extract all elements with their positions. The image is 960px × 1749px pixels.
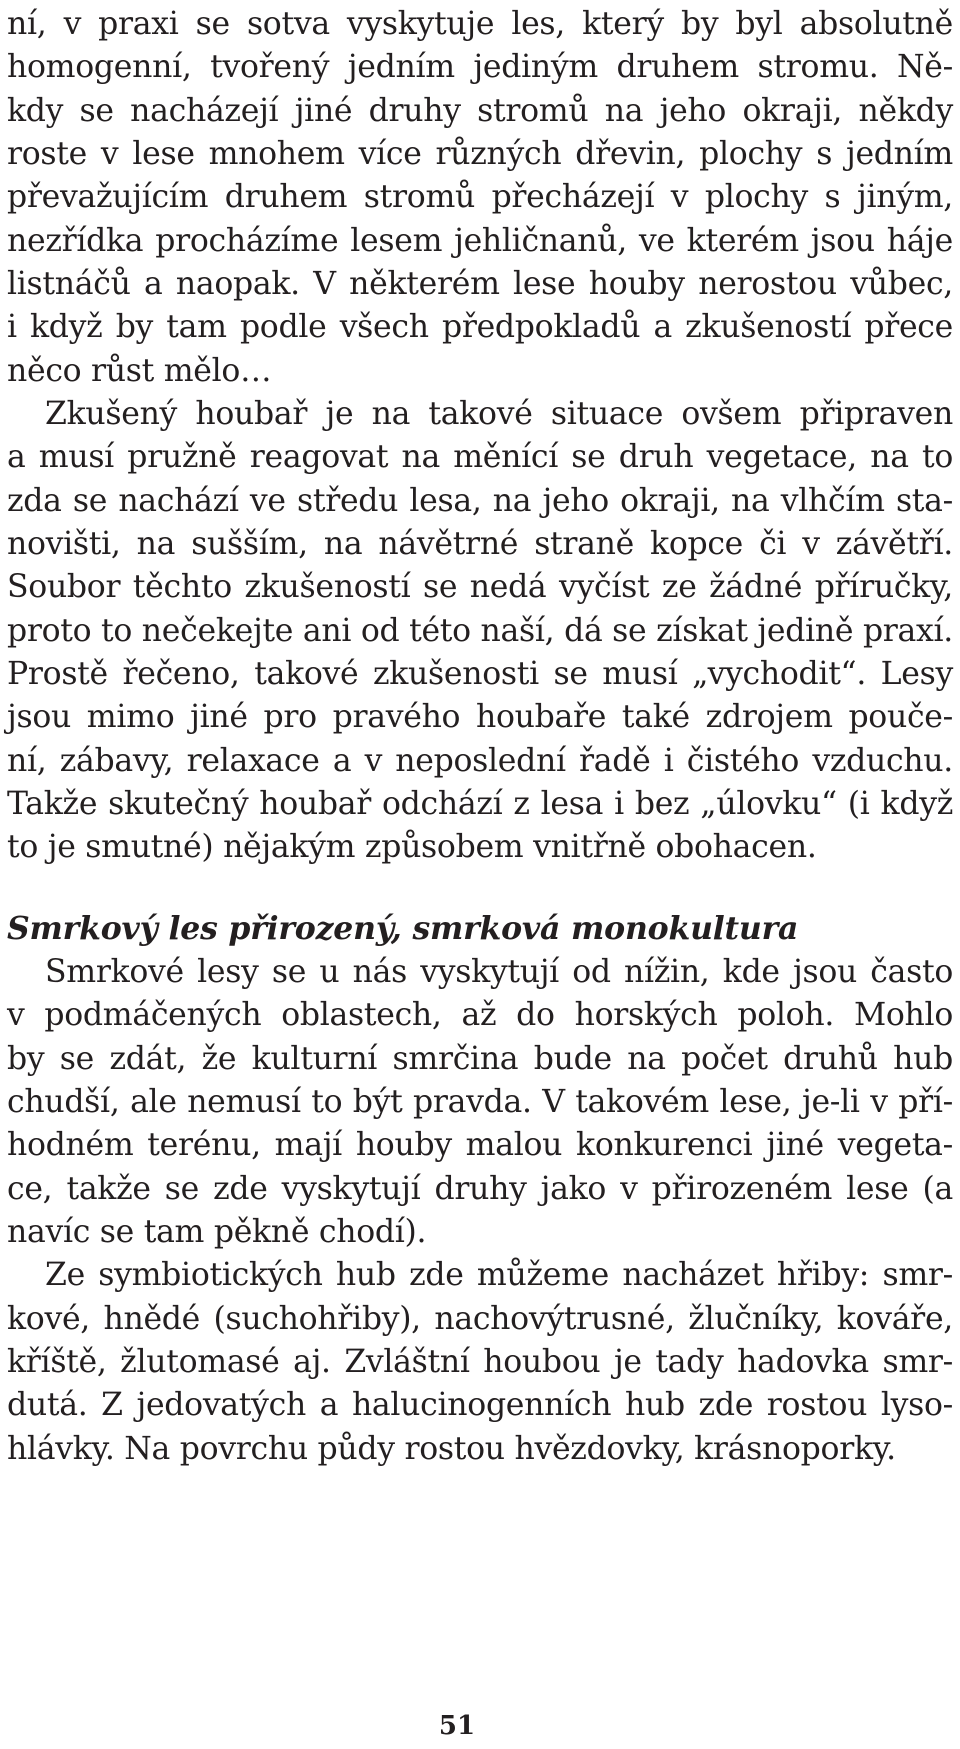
text-line: převažujícím druhem stromů přecházejí v plochy s jiným, [7,179,953,215]
text-line: navíc se tam pěkně chodí). [7,1214,427,1250]
text-line: hodném terénu, mají houby malou konkurenci jiné vegeta- [7,1127,953,1163]
text-line: chudší, ale nemusí to být pravda. V takovém lese, je-li v pří- [7,1084,953,1120]
text-line: proto to nečekejte ani od této naší, dá se získat jedině praxí. [7,613,953,649]
text-line: i když by tam podle všech předpokladů a zkušeností přece [7,309,953,345]
text-line: v podmáčených oblastech, až do horských poloh. Mohlo [7,997,953,1033]
text-line: dutá. Z jedovatých a halucinogenních hub zde rostou lyso- [7,1387,953,1423]
text-line: Takže skutečný houbař odchází z lesa i bez „úlovku“ (i když [7,786,953,822]
text-line: a musí pružně reagovat na měnící se druh vegetace, na to [7,439,953,475]
text-line: kové, hnědé (suchohřiby), nachovýtrusné, žlučníky, kováře, [7,1301,953,1337]
text-line: roste v lese mnohem více různých dřevin, plochy s jedním [7,136,953,172]
text-line: zda se nachází ve středu lesa, na jeho okraji, na vlhčím sta- [7,483,953,519]
paragraph-first-line: Smrkové lesy se u nás vyskytují od nížin, kde jsou často [45,954,953,990]
text-line: ní, zábavy, relaxace a v neposlední řadě i čistého vzduchu. [7,743,953,779]
text-line: by se zdát, že kulturní smrčina bude na počet druhů hub [7,1041,953,1077]
text-line: Soubor těchto zkušeností se nedá vyčíst ze žádné příručky, [7,569,953,605]
text-line: hlávky. Na povrchu půdy rostou hvězdovky, krásnoporky. [7,1431,896,1467]
text-line: něco růst mělo… [7,353,272,389]
text-line: ní, v praxi se sotva vyskytuje les, který by byl absolutně [7,6,953,42]
text-line: kříště, žlutomasé aj. Zvláštní houbou je tady hadovka smr- [7,1344,953,1380]
text-line: kdy se nacházejí jiné druhy stromů na jeho okraji, někdy [7,93,953,129]
section-heading: Smrkový les přirozený, smrková monokultura [7,910,799,947]
text-line: ce, takže se zde vyskytují druhy jako v přirozeném lese (a [7,1171,953,1207]
text-line: nezřídka procházíme lesem jehličnanů, ve kterém jsou háje [7,223,953,259]
text-line: homogenní, tvořený jedním jediným druhem stromu. Ně- [7,49,953,85]
text-line: to je smutné) nějakým způsobem vnitřně obohacen. [7,829,817,865]
text-line: novišti, na sušším, na návětrné straně kopce či v závětří. [7,526,953,562]
page-number: 51 [438,1711,476,1741]
text-line: jsou mimo jiné pro pravého houbaře také zdrojem pouče- [7,699,953,735]
text-line: listnáčů a naopak. V některém lese houby nerostou vůbec, [7,266,953,302]
paragraph-first-line: Ze symbiotických hub zde můžeme nacházet hřiby: smr- [45,1257,953,1293]
paragraph-first-line: Zkušený houbař je na takové situace ovšem připraven [45,396,953,432]
book-page [7,0,953,1749]
text-line: Prostě řečeno, takové zkušenosti se musí „vychodit“. Lesy [7,656,953,692]
